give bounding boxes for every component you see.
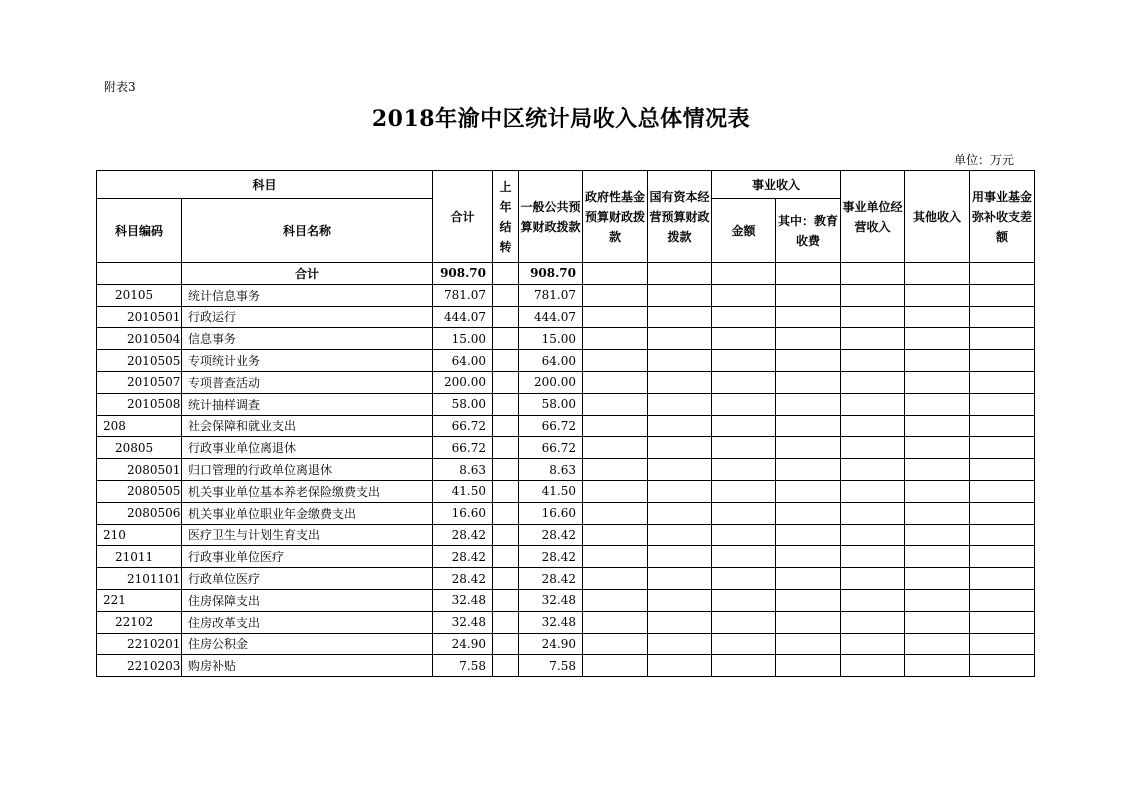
general-budget-cell: 16.60 [519, 502, 583, 524]
table-row [97, 589, 1035, 611]
state-capital-cell [648, 306, 712, 328]
subject-name-cell: 住房改革支出 [182, 611, 433, 633]
business-income-cell [841, 393, 905, 415]
total-general-budget-cell: 908.70 [519, 263, 583, 285]
subject-code-cell: 2010507 [97, 371, 182, 393]
other-income-cell [905, 568, 970, 590]
header-general-budget: 一般公共预算财政拨款 [519, 171, 583, 263]
state-capital-cell [648, 611, 712, 633]
header-fund-gap: 用事业基金弥补收支差额 [970, 171, 1035, 263]
fund-gap-cell [970, 459, 1035, 481]
subject-code-cell: 2010508 [97, 393, 182, 415]
subject-name-cell: 信息事务 [182, 328, 433, 350]
fund-gap-cell [970, 568, 1035, 590]
business-income-cell [841, 524, 905, 546]
header-subject: 科目 [97, 171, 433, 199]
table-row [97, 611, 1035, 633]
subject-code-cell: 20105 [97, 284, 182, 306]
other-income-cell [905, 306, 970, 328]
amount-cell [712, 437, 776, 459]
other-income-cell [905, 328, 970, 350]
fund-gap-cell [970, 589, 1035, 611]
gov-fund-cell [583, 568, 648, 590]
subject-code-cell: 2010501 [97, 306, 182, 328]
income-table [96, 170, 1035, 677]
header-total: 合计 [433, 171, 493, 263]
gov-fund-cell [583, 350, 648, 372]
other-income-cell [905, 437, 970, 459]
fund-gap-cell [970, 284, 1035, 306]
business-income-cell [841, 655, 905, 677]
header-state-capital: 国有资本经营预算财政拨款 [648, 171, 712, 263]
total-cell: 32.48 [433, 589, 493, 611]
subject-name-cell: 住房保障支出 [182, 589, 433, 611]
general-budget-cell: 24.90 [519, 633, 583, 655]
amount-cell [712, 655, 776, 677]
education-fee-cell [776, 415, 841, 437]
gov-fund-cell [583, 655, 648, 677]
general-budget-cell: 66.72 [519, 437, 583, 459]
subject-code-cell: 20805 [97, 437, 182, 459]
header-gov-fund: 政府性基金预算财政拨款 [583, 171, 648, 263]
subject-code-cell: 2210201 [97, 633, 182, 655]
fund-gap-cell [970, 611, 1035, 633]
general-budget-cell: 32.48 [519, 611, 583, 633]
gov-fund-cell [583, 284, 648, 306]
state-capital-cell [648, 459, 712, 481]
total-cell: 28.42 [433, 524, 493, 546]
education-fee-cell [776, 437, 841, 459]
education-fee-cell [776, 546, 841, 568]
education-fee-cell [776, 284, 841, 306]
business-income-cell [841, 611, 905, 633]
gov-fund-cell [583, 546, 648, 568]
carryover-cell [493, 480, 519, 502]
other-income-cell [905, 633, 970, 655]
attachment-label: 附表3 [104, 80, 136, 94]
education-fee-cell [776, 589, 841, 611]
amount-cell [712, 415, 776, 437]
business-income-cell [841, 480, 905, 502]
header-carryover: 上年结转 [493, 171, 519, 263]
fund-gap-cell [970, 546, 1035, 568]
total-cell: 28.42 [433, 568, 493, 590]
subject-name-cell: 行政单位医疗 [182, 568, 433, 590]
general-budget-cell: 32.48 [519, 589, 583, 611]
table-row [97, 655, 1035, 677]
general-budget-cell: 28.42 [519, 568, 583, 590]
total-cell: 66.72 [433, 437, 493, 459]
total-other-income-cell [905, 263, 970, 285]
total-cell: 781.07 [433, 284, 493, 306]
fund-gap-cell [970, 393, 1035, 415]
amount-cell [712, 350, 776, 372]
education-fee-cell [776, 306, 841, 328]
fund-gap-cell [970, 502, 1035, 524]
subject-code-cell: 2080501 [97, 459, 182, 481]
total-cell: 66.72 [433, 415, 493, 437]
total-carryover-cell [493, 263, 519, 285]
business-income-cell [841, 546, 905, 568]
total-cell: 16.60 [433, 502, 493, 524]
education-fee-cell [776, 655, 841, 677]
subject-code-cell: 2010505 [97, 350, 182, 372]
state-capital-cell [648, 633, 712, 655]
subject-code-cell: 2080505 [97, 480, 182, 502]
carryover-cell [493, 502, 519, 524]
general-budget-cell: 781.07 [519, 284, 583, 306]
business-income-cell [841, 415, 905, 437]
general-budget-cell: 28.42 [519, 546, 583, 568]
carryover-cell [493, 459, 519, 481]
carryover-cell [493, 524, 519, 546]
education-fee-cell [776, 524, 841, 546]
other-income-cell [905, 655, 970, 677]
fund-gap-cell [970, 480, 1035, 502]
table-row [97, 502, 1035, 524]
total-cell: 24.90 [433, 633, 493, 655]
table-body [97, 263, 1035, 677]
carryover-cell [493, 393, 519, 415]
header-subject-code: 科目编码 [97, 199, 182, 263]
amount-cell [712, 284, 776, 306]
other-income-cell [905, 393, 970, 415]
education-fee-cell [776, 611, 841, 633]
state-capital-cell [648, 284, 712, 306]
fund-gap-cell [970, 306, 1035, 328]
gov-fund-cell [583, 393, 648, 415]
subject-name-cell: 统计抽样调查 [182, 393, 433, 415]
total-amount-cell [712, 263, 776, 285]
amount-cell [712, 524, 776, 546]
subject-name-cell: 医疗卫生与计划生育支出 [182, 524, 433, 546]
header-education-fee: 其中：教育收费 [776, 199, 841, 263]
amount-cell [712, 611, 776, 633]
amount-cell [712, 546, 776, 568]
subject-code-cell: 2101101 [97, 568, 182, 590]
carryover-cell [493, 655, 519, 677]
general-budget-cell: 64.00 [519, 350, 583, 372]
carryover-cell [493, 546, 519, 568]
total-cell: 32.48 [433, 611, 493, 633]
total-business-income-cell [841, 263, 905, 285]
gov-fund-cell [583, 415, 648, 437]
carryover-cell [493, 284, 519, 306]
total-total-cell: 908.70 [433, 263, 493, 285]
subject-code-cell: 2210203 [97, 655, 182, 677]
general-budget-cell: 15.00 [519, 328, 583, 350]
gov-fund-cell [583, 328, 648, 350]
subject-name-cell: 购房补贴 [182, 655, 433, 677]
total-cell: 15.00 [433, 328, 493, 350]
gov-fund-cell [583, 633, 648, 655]
business-income-cell [841, 328, 905, 350]
gov-fund-cell [583, 611, 648, 633]
amount-cell [712, 459, 776, 481]
education-fee-cell [776, 350, 841, 372]
business-income-cell [841, 459, 905, 481]
table-row [97, 415, 1035, 437]
subject-code-cell: 221 [97, 589, 182, 611]
header-other-income: 其他收入 [905, 171, 970, 263]
gov-fund-cell [583, 589, 648, 611]
business-income-cell [841, 589, 905, 611]
other-income-cell [905, 524, 970, 546]
amount-cell [712, 306, 776, 328]
carryover-cell [493, 328, 519, 350]
header-business-income: 事业单位经营收入 [841, 171, 905, 263]
table-row [97, 284, 1035, 306]
business-income-cell [841, 502, 905, 524]
table-row [97, 371, 1035, 393]
subject-name-cell: 归口管理的行政单位离退休 [182, 459, 433, 481]
subject-name-cell: 专项普查活动 [182, 371, 433, 393]
general-budget-cell: 8.63 [519, 459, 583, 481]
total-education-fee-cell [776, 263, 841, 285]
subject-name-cell: 行政事业单位离退休 [182, 437, 433, 459]
business-income-cell [841, 350, 905, 372]
business-income-cell [841, 306, 905, 328]
other-income-cell [905, 480, 970, 502]
fund-gap-cell [970, 328, 1035, 350]
gov-fund-cell [583, 480, 648, 502]
subject-code-cell: 22102 [97, 611, 182, 633]
total-cell: 7.58 [433, 655, 493, 677]
table-row [97, 633, 1035, 655]
carryover-cell [493, 306, 519, 328]
total-row [97, 263, 1035, 285]
unit-label: 单位：万元 [953, 153, 1014, 167]
fund-gap-cell [970, 371, 1035, 393]
gov-fund-cell [583, 524, 648, 546]
amount-cell [712, 633, 776, 655]
gov-fund-cell [583, 306, 648, 328]
total-gov-fund-cell [583, 263, 648, 285]
other-income-cell [905, 371, 970, 393]
gov-fund-cell [583, 437, 648, 459]
header-subject-name: 科目名称 [182, 199, 433, 263]
education-fee-cell [776, 502, 841, 524]
table-row [97, 437, 1035, 459]
other-income-cell [905, 589, 970, 611]
carryover-cell [493, 568, 519, 590]
education-fee-cell [776, 328, 841, 350]
gov-fund-cell [583, 502, 648, 524]
subject-name-cell: 住房公积金 [182, 633, 433, 655]
subject-name-cell: 机关事业单位职业年金缴费支出 [182, 502, 433, 524]
subject-name-cell: 机关事业单位基本养老保险缴费支出 [182, 480, 433, 502]
other-income-cell [905, 546, 970, 568]
other-income-cell [905, 284, 970, 306]
other-income-cell [905, 611, 970, 633]
total-cell: 28.42 [433, 546, 493, 568]
carryover-cell [493, 415, 519, 437]
table-row [97, 546, 1035, 568]
education-fee-cell [776, 480, 841, 502]
amount-cell [712, 371, 776, 393]
general-budget-cell: 444.07 [519, 306, 583, 328]
general-budget-cell: 58.00 [519, 393, 583, 415]
subject-name-cell: 行政运行 [182, 306, 433, 328]
fund-gap-cell [970, 437, 1035, 459]
general-budget-cell: 200.00 [519, 371, 583, 393]
business-income-cell [841, 371, 905, 393]
fund-gap-cell [970, 415, 1035, 437]
carryover-cell [493, 633, 519, 655]
table-row [97, 350, 1035, 372]
header-career-income: 事业收入 [712, 171, 841, 199]
amount-cell [712, 502, 776, 524]
subject-name-cell: 社会保障和就业支出 [182, 415, 433, 437]
carryover-cell [493, 589, 519, 611]
business-income-cell [841, 568, 905, 590]
table-row [97, 459, 1035, 481]
table-row [97, 328, 1035, 350]
carryover-cell [493, 371, 519, 393]
fund-gap-cell [970, 350, 1035, 372]
amount-cell [712, 589, 776, 611]
subject-code-cell: 208 [97, 415, 182, 437]
education-fee-cell [776, 393, 841, 415]
total-cell: 41.50 [433, 480, 493, 502]
subject-code-cell: 2010504 [97, 328, 182, 350]
table-row [97, 568, 1035, 590]
gov-fund-cell [583, 371, 648, 393]
table-header [97, 171, 1035, 263]
total-cell: 200.00 [433, 371, 493, 393]
table-row [97, 393, 1035, 415]
amount-cell [712, 480, 776, 502]
total-cell: 58.00 [433, 393, 493, 415]
business-income-cell [841, 437, 905, 459]
state-capital-cell [648, 371, 712, 393]
carryover-cell [493, 611, 519, 633]
state-capital-cell [648, 502, 712, 524]
subject-name-cell: 专项统计业务 [182, 350, 433, 372]
amount-cell [712, 393, 776, 415]
header-amount: 金额 [712, 199, 776, 263]
total-cell: 8.63 [433, 459, 493, 481]
table-row [97, 480, 1035, 502]
other-income-cell [905, 502, 970, 524]
other-income-cell [905, 415, 970, 437]
education-fee-cell [776, 371, 841, 393]
general-budget-cell: 28.42 [519, 524, 583, 546]
table-row [97, 306, 1035, 328]
subject-name-cell: 行政事业单位医疗 [182, 546, 433, 568]
other-income-cell [905, 459, 970, 481]
carryover-cell [493, 437, 519, 459]
state-capital-cell [648, 589, 712, 611]
total-code-cell [97, 263, 182, 285]
state-capital-cell [648, 350, 712, 372]
business-income-cell [841, 633, 905, 655]
state-capital-cell [648, 328, 712, 350]
gov-fund-cell [583, 459, 648, 481]
general-budget-cell: 7.58 [519, 655, 583, 677]
carryover-cell [493, 350, 519, 372]
table-row [97, 524, 1035, 546]
state-capital-cell [648, 546, 712, 568]
education-fee-cell [776, 633, 841, 655]
amount-cell [712, 328, 776, 350]
fund-gap-cell [970, 633, 1035, 655]
total-fund-gap-cell [970, 263, 1035, 285]
business-income-cell [841, 284, 905, 306]
state-capital-cell [648, 437, 712, 459]
total-state-capital-cell [648, 263, 712, 285]
state-capital-cell [648, 393, 712, 415]
fund-gap-cell [970, 655, 1035, 677]
fund-gap-cell [970, 524, 1035, 546]
other-income-cell [905, 350, 970, 372]
general-budget-cell: 66.72 [519, 415, 583, 437]
state-capital-cell [648, 415, 712, 437]
subject-name-cell: 统计信息事务 [182, 284, 433, 306]
state-capital-cell [648, 524, 712, 546]
amount-cell [712, 568, 776, 590]
general-budget-cell: 41.50 [519, 480, 583, 502]
subject-code-cell: 210 [97, 524, 182, 546]
total-cell: 64.00 [433, 350, 493, 372]
subject-code-cell: 21011 [97, 546, 182, 568]
state-capital-cell [648, 480, 712, 502]
total-label: 合计 [182, 263, 433, 285]
page-title: 2018年渝中区统计局收入总体情况表 [371, 106, 751, 132]
state-capital-cell [648, 568, 712, 590]
education-fee-cell [776, 568, 841, 590]
subject-code-cell: 2080506 [97, 502, 182, 524]
total-cell: 444.07 [433, 306, 493, 328]
state-capital-cell [648, 655, 712, 677]
education-fee-cell [776, 459, 841, 481]
